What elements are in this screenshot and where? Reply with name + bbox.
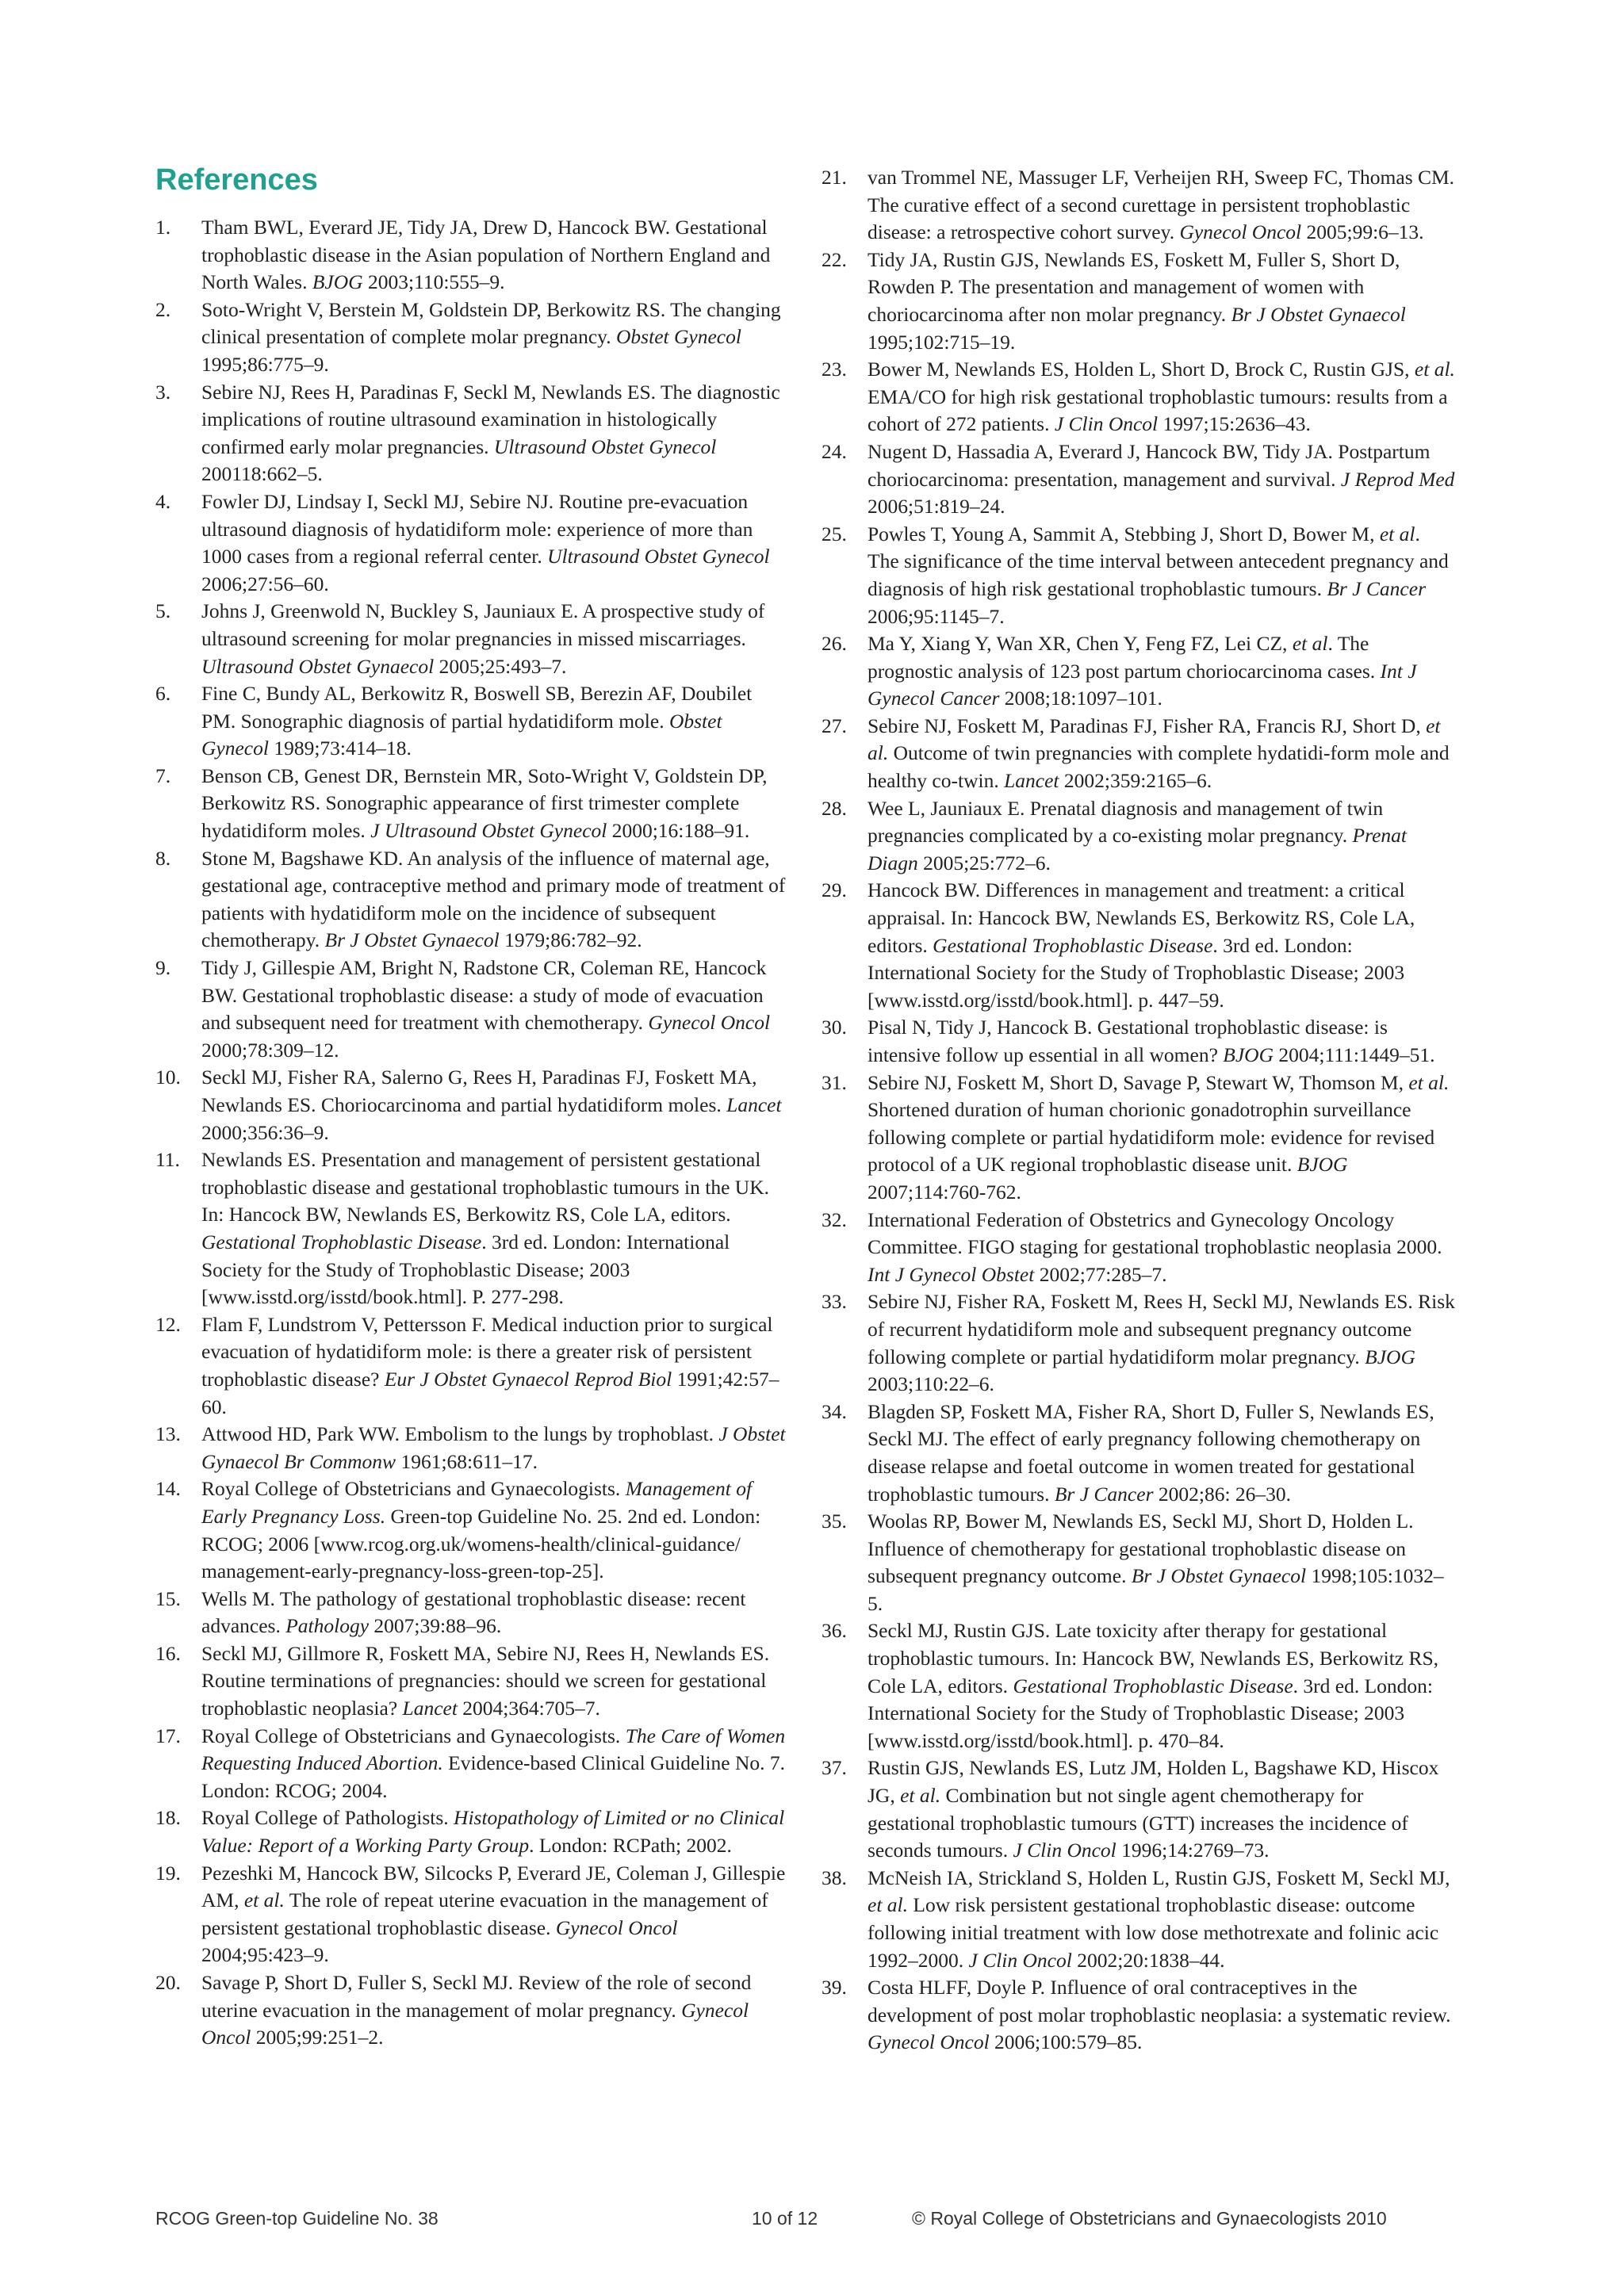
reference-text — [868, 440, 1454, 518]
reference-text — [201, 490, 770, 595]
reference-text-segment: 2003;110:22–6. — [868, 1372, 994, 1396]
reference-text-segment: Royal College of Obstetricians and Gynaecologists. — [201, 1477, 626, 1501]
reference-text-segment: van Trommel NE, Massuger LF, Verheijen RH, Sweep FC, Thomas CM. The curative effect of a second curettage in persistent trophoblastic disease: a retrospective cohort survey. — [868, 166, 1455, 244]
reference-text — [868, 1619, 1438, 1751]
reference-item — [822, 713, 1456, 795]
reference-text-segment: Royal College of Obstetricians and Gynaecologists. — [201, 1724, 626, 1747]
footer-page-number: 10 of 12 — [752, 2208, 818, 2229]
reference-text — [201, 847, 785, 952]
reference-text — [868, 1510, 1444, 1615]
reference-source-italic: et al. — [868, 1893, 908, 1917]
reference-text-segment: Seckl MJ, Rustin GJS. Late toxicity after therapy for gestational trophoblastic tumours. In: Hancock BW, Newlands ES, Berkowitz RS, Cole LA, editors. — [868, 1619, 1439, 1697]
reference-number: 3. — [155, 380, 171, 404]
reference-source-italic: BJOG — [1365, 1345, 1415, 1368]
reference-source-italic: BJOG — [1223, 1043, 1274, 1066]
reference-text-segment: EMA/CO for high risk gestational trophoblastic tumours: results from a cohort of 272 patients. — [868, 385, 1448, 436]
reference-text-segment: 2006;95:1145–7. — [868, 604, 1005, 628]
reference-text-segment: Costa HLFF, Doyle P. Influence of oral contraceptives in the development of post molar trophoblastic neoplasia: a systematic review. — [868, 1976, 1451, 2026]
reference-item — [155, 1475, 790, 1585]
reference-item — [822, 1508, 1456, 1617]
reference-source-italic: J Obstet Gynaecol Br Commonw — [201, 1422, 786, 1473]
reference-number: 25. — [822, 522, 847, 545]
reference-number: 39. — [822, 1976, 847, 1999]
reference-text — [868, 632, 1417, 710]
reference-text — [868, 1016, 1435, 1066]
reference-text-segment: Rustin GJS, Newlands ES, Lutz JM, Holden L, Bagshawe KD, Hiscox JG, — [868, 1756, 1439, 1808]
reference-text-segment: 2005;25:493–7. — [434, 654, 567, 678]
reference-text-segment: Fowler DJ, Lindsay I, Seckl MJ, Sebire NJ. Routine pre-evacuation ultrasound diagnosis of hydatidiform mole: experience of more than 1000 cases from a regional referral center. — [201, 489, 753, 568]
reference-text-segment: Tidy JA, Rustin GJS, Newlands ES, Foskett M, Fuller S, Short D, Rowden P. The presentation and management of women with choriocarcinoma after non molar pregnancy. — [868, 247, 1400, 326]
reference-source-italic: et al. — [1414, 358, 1455, 381]
reference-text-segment: The role of repeat uterine evacuation in the management of persistent gestational trophoblastic disease. — [201, 1888, 768, 1939]
reference-source-italic: Br J Obstet Gynaecol — [1131, 1564, 1307, 1588]
reference-text-segment: Green-top Guideline No. 25. 2nd ed. London: RCOG; 2006 [www.rcog.org.uk/womens-health/clinical-guidance/ management-early-pregnancy-loss-green-top-25]. — [201, 1504, 761, 1583]
reference-text-segment: Pezeshki M, Hancock BW, Silcocks P, Everard JE, Coleman J, Gillespie AM, — [201, 1861, 786, 1912]
reference-text-segment: 1995;86:775–9. — [201, 352, 329, 376]
reference-number: 20. — [155, 1971, 181, 1994]
reference-text-segment: 2006;51:819–24. — [868, 495, 1005, 519]
reference-text-segment: 2002;86: 26–30. — [1153, 1482, 1292, 1506]
reference-text — [868, 166, 1454, 243]
reference-text — [201, 1642, 769, 1720]
reference-number: 35. — [822, 1510, 847, 1533]
reference-text-segment: Sebire NJ, Rees H, Paradinas F, Seckl M, Newlands ES. The diagnostic implications of routine ultrasound examination in histologically confirmed early molar pregnancies. — [201, 380, 780, 458]
reference-number: 21. — [822, 166, 847, 189]
reference-text-segment: 1979;86:782–92. — [499, 928, 642, 952]
reference-item — [155, 1586, 790, 1640]
reference-text-segment: 2007;114:760-762. — [868, 1180, 1021, 1203]
reference-source-italic: Histopathology of Limited or no Clinical Value: Report of a Working Party Group — [201, 1806, 785, 1858]
reference-text-segment: Sebire NJ, Fisher RA, Foskett M, Rees H, Seckl MJ, Newlands ES. Risk of recurrent hydatidiform mole and subsequent pregnancy outcome following complete or partial hydatidiform molar pregnancy. — [868, 1290, 1455, 1368]
reference-text — [868, 248, 1406, 354]
reference-list-left — [155, 214, 790, 2052]
reference-text-segment: Seckl MJ, Fisher RA, Salerno G, Rees H, Paradinas FJ, Foskett MA, Newlands ES. Choriocarcinoma and partial hydatidiform moles. — [201, 1066, 757, 1116]
reference-item — [822, 1207, 1456, 1289]
reference-number: 26. — [822, 632, 847, 656]
reference-number: 4. — [155, 489, 171, 513]
reference-text-segment: 1996;14:2769–73. — [1116, 1839, 1270, 1862]
reference-text-segment: 1997;15:2636–43. — [1158, 412, 1311, 436]
reference-text-segment: Soto-Wright V, Berstein M, Goldstein DP, Berkowitz RS. The changing clinical presentation of complete molar pregnancy. — [201, 297, 781, 349]
reference-source-italic: Eur J Obstet Gynaecol Reprod Biol — [384, 1367, 672, 1391]
reference-item — [822, 1070, 1456, 1207]
reference-source-italic: J Ultrasound Obstet Gynecol — [370, 819, 607, 843]
reference-text-segment: 1998;105:1032–5. — [868, 1564, 1444, 1615]
reference-text — [201, 1477, 760, 1582]
reference-source-italic: Br J Cancer — [1054, 1482, 1154, 1506]
reference-number: 30. — [822, 1016, 847, 1039]
reference-source-italic: J Reprod Med — [1340, 467, 1455, 491]
reference-text — [201, 764, 767, 842]
reference-source-italic: et al. — [900, 1784, 941, 1808]
reference-text-segment: 1989;73:414–18. — [268, 737, 412, 760]
reference-number: 7. — [155, 763, 171, 787]
reference-source-italic: Ultrasound Obstet Gynecol — [493, 434, 717, 458]
reference-number: 27. — [822, 714, 847, 737]
footer-guideline-name: RCOG Green-top Guideline No. 38 — [155, 2208, 439, 2229]
reference-text-segment: Fine C, Bundy AL, Berkowitz R, Boswell SB, Berezin AF, Doubilet PM. Sonographic diagnosis of partial hydatidiform mole. — [201, 682, 753, 733]
reference-source-italic: Gestational Trophoblastic Disease — [201, 1230, 482, 1253]
reference-item — [822, 1288, 1456, 1398]
reference-text — [868, 1756, 1438, 1862]
reference-number: 8. — [155, 846, 171, 870]
reference-number: 13. — [155, 1422, 181, 1446]
reference-text — [201, 1862, 785, 1967]
reference-text-segment: 2007;39:88–96. — [369, 1614, 502, 1638]
reference-text-segment: 2002;77:285–7. — [1034, 1262, 1167, 1286]
reference-source-italic: et al — [1379, 522, 1415, 545]
reference-item — [155, 379, 790, 488]
reference-number: 10. — [155, 1066, 181, 1089]
reference-text — [868, 1400, 1434, 1506]
reference-number: 31. — [822, 1070, 847, 1094]
reference-text — [868, 1071, 1449, 1203]
reference-text-segment: 2000;16:188–91. — [607, 819, 750, 843]
reference-text-segment: Tham BWL, Everard JE, Tidy JA, Drew D, Hancock BW. Gestational trophoblastic disease in the Asian population of Northern England and North Wales. — [201, 216, 771, 294]
reference-text-segment: 2003;110:555–9. — [362, 270, 505, 294]
reference-text — [868, 1976, 1451, 2053]
reference-number: 36. — [822, 1619, 847, 1643]
reference-item — [155, 955, 790, 1064]
reference-source-italic: Int J Gynecol Cancer — [868, 659, 1417, 710]
reference-source-italic: et al. — [1408, 1070, 1450, 1094]
reference-source-italic: Br J Obstet Gynaecol — [1231, 302, 1406, 326]
reference-item — [822, 1755, 1456, 1864]
reference-source-italic: Int J Gynecol Obstet — [868, 1262, 1035, 1286]
reference-text-segment: 2006;27:56–60. — [201, 572, 329, 595]
reference-source-italic: Pathology — [285, 1614, 370, 1638]
reference-number: 37. — [822, 1756, 847, 1780]
reference-source-italic: et al. — [243, 1888, 285, 1912]
reference-text-segment: Johns J, Greenwold N, Buckley S, Jauniaux E. A prospective study of ultrasound screening for molar pregnancies in missed miscarriages. — [201, 599, 765, 650]
reference-text-segment: Sebire NJ, Foskett M, Short D, Savage P, Stewart W, Thomson M, — [868, 1070, 1409, 1094]
reference-source-italic: Gynecol Oncol — [1179, 220, 1302, 244]
reference-list-right — [822, 164, 1456, 2057]
reference-item — [155, 214, 790, 297]
reference-text-segment: . 3rd ed. London: International Society for the Study of Trophoblastic Disease; 2003 [www.isstd.org/isstd/book.html]. p. 447–59. — [868, 933, 1405, 1012]
reference-text-segment: 2005;99:251–2. — [251, 2026, 384, 2049]
reference-number: 24. — [822, 439, 847, 463]
reference-item — [155, 1804, 790, 1859]
reference-source-italic: Lancet — [402, 1697, 458, 1720]
reference-text-segment: Low risk persistent gestational trophoblastic disease: outcome following initial treatment with low dose methotrexate and folinic acic 1992–2000. — [868, 1893, 1439, 1972]
reference-text-segment: Pisal N, Tidy J, Hancock B. Gestational trophoblastic disease: is intensive follow up essential in all women? — [868, 1016, 1388, 1066]
reference-source-italic: Management of Early Pregnancy Loss. — [201, 1477, 753, 1528]
reference-number: 15. — [155, 1586, 181, 1610]
reference-source-italic: et al — [1292, 632, 1328, 656]
reference-source-italic: J Clin Oncol — [1054, 412, 1159, 436]
reference-item — [822, 438, 1456, 521]
reference-item — [155, 1421, 790, 1475]
reference-item — [822, 521, 1456, 630]
reference-text-segment: Seckl MJ, Gillmore R, Foskett MA, Sebire NJ, Rees H, Newlands ES. Routine terminations of pregnancies: should we screen for gestational trophoblastic neoplasia? — [201, 1641, 770, 1720]
reference-text-segment: 2006;100:579–85. — [989, 2030, 1143, 2054]
reference-text-segment: Newlands ES. Presentation and management of persistent gestational trophoblastic disease and gestational trophoblastic tumours in the UK. In: Hancock BW, Newlands ES, Berkowitz RS, Cole LA, editors. — [201, 1148, 769, 1226]
reference-text-segment: Stone M, Bagshawe KD. An analysis of the influence of maternal age, gestational age, contraceptive method and primary mode of treatment of patients with hydatidiform mole on the incidence of subsequent chemotherapy. — [201, 846, 786, 952]
reference-number: 18. — [155, 1806, 181, 1830]
reference-source-italic: J Clin Oncol — [1013, 1839, 1116, 1862]
reference-text-segment: 2002;359:2165–6. — [1059, 769, 1212, 793]
reference-item — [822, 877, 1456, 1014]
reference-text-segment: 200118:662–5. — [201, 462, 323, 486]
reference-item — [155, 1723, 790, 1805]
reference-source-italic: Obstet Gynecol — [201, 709, 722, 760]
reference-item — [155, 1640, 790, 1723]
reference-item — [155, 1064, 790, 1146]
reference-source-italic: The Care of Women Requesting Induced Abortion. — [201, 1724, 786, 1775]
reference-source-italic: Gynecol Oncol — [868, 2030, 990, 2054]
reference-text-segment: 2008;18:1097–101. — [999, 687, 1162, 710]
reference-text — [868, 797, 1407, 874]
reference-item — [822, 1865, 1456, 1974]
reference-text — [201, 1587, 746, 1638]
reference-number: 12. — [155, 1312, 181, 1336]
reference-text-segment: 2004;111:1449–51. — [1274, 1043, 1435, 1066]
reference-number: 11. — [155, 1148, 180, 1172]
reference-text-segment: McNeish IA, Strickland S, Holden L, Rustin GJS, Foskett M, Seckl MJ, — [868, 1866, 1450, 1889]
reference-text — [201, 216, 770, 293]
reference-number: 28. — [822, 796, 847, 820]
reference-text-segment: 2000;78:309–12. — [201, 1038, 339, 1062]
reference-source-italic: Br J Obstet Gynaecol — [324, 928, 500, 952]
reference-text-segment: Hancock BW. Differences in management and treatment: a critical appraisal. In: Hancock BW, Newlands ES, Berkowitz RS, Cole LA, editors. — [868, 878, 1415, 957]
reference-text-segment: . 3rd ed. London: International Society for the Study of Trophoblastic Disease; 2003 [www.isstd.org/isstd/book.html]. p. 470–84. — [868, 1674, 1434, 1752]
reference-text — [201, 298, 781, 376]
reference-text-segment: International Federation of Obstetrics and Gynecology Oncology Committee. FIGO staging for gestational trophoblastic neoplasia 2000. — [868, 1207, 1442, 1259]
reference-number: 38. — [822, 1866, 847, 1889]
reference-number: 1. — [155, 216, 171, 239]
reference-number: 33. — [822, 1290, 847, 1314]
reference-item — [155, 845, 790, 955]
reference-text-segment: Attwood HD, Park WW. Embolism to the lungs by trophoblast. — [201, 1422, 719, 1446]
reference-text-segment: Benson CB, Genest DR, Bernstein MR, Soto-Wright V, Goldstein DP, Berkowitz RS. Sonographic appearance of first trimester complete hydatidiform moles. — [201, 763, 768, 843]
reference-number: 9. — [155, 956, 171, 980]
reference-text-segment: 2004;364:705–7. — [457, 1697, 600, 1720]
section-heading: References — [155, 163, 318, 197]
reference-text-segment: 2005;99:6–13. — [1301, 220, 1424, 244]
reference-text-segment: Powles T, Young A, Sammit A, Stebbing J, Short D, Bower M, — [868, 522, 1380, 545]
reference-number: 22. — [822, 247, 847, 271]
reference-text — [201, 1724, 785, 1802]
reference-text-segment: Ma Y, Xiang Y, Wan XR, Chen Y, Feng FZ, Lei CZ, — [868, 632, 1293, 656]
reference-source-italic: Gynecol Oncol — [648, 1011, 771, 1035]
reference-text — [201, 381, 780, 486]
reference-item — [155, 297, 790, 379]
reference-number: 16. — [155, 1641, 181, 1665]
reference-text-segment: Woolas RP, Bower M, Newlands ES, Seckl MJ, Short D, Holden L. Influence of chemotherapy for gestational trophoblastic disease on subsequent pregnancy outcome. — [868, 1510, 1414, 1588]
reference-text — [868, 1866, 1450, 1972]
reference-text — [201, 1971, 751, 2049]
reference-item — [822, 795, 1456, 878]
reference-item — [155, 1860, 790, 1969]
reference-text — [201, 1148, 769, 1308]
reference-number: 32. — [822, 1207, 847, 1231]
reference-text — [868, 878, 1415, 1011]
reference-text-segment: 2004;95:423–9. — [201, 1943, 329, 1967]
reference-text — [868, 1290, 1455, 1395]
footer-copyright: © Royal College of Obstetricians and Gynaecologists 2010 — [912, 2208, 1387, 2229]
reference-text — [201, 1422, 786, 1473]
reference-item — [822, 1617, 1456, 1755]
reference-source-italic: Prenat Diagn — [868, 824, 1407, 874]
reference-item — [822, 1399, 1456, 1508]
reference-text-segment: Flam F, Lundstrom V, Pettersson F. Medical induction prior to surgical evacuation of hydatidiform mole: is there a greater risk of persistent trophoblastic disease? — [201, 1312, 773, 1391]
reference-number: 5. — [155, 599, 171, 623]
reference-item — [822, 1974, 1456, 2057]
reference-text — [201, 1806, 784, 1857]
reference-text-segment: 1995;102:715–19. — [868, 330, 1016, 354]
reference-source-italic: Gestational Trophoblastic Disease — [1013, 1674, 1293, 1697]
reference-source-italic: Ultrasound Obstet Gynaecol — [201, 654, 435, 678]
reference-text — [868, 714, 1450, 792]
reference-item — [822, 630, 1456, 713]
reference-source-italic: Gynecol Oncol — [201, 1998, 749, 2049]
reference-text-segment: . The prognostic analysis of 123 post partum choriocarcinoma cases. — [868, 632, 1381, 683]
reference-number: 17. — [155, 1724, 181, 1747]
reference-item — [155, 1969, 790, 2052]
reference-source-italic: Lancet — [1004, 769, 1059, 793]
reference-source-italic: Gestational Trophoblastic Disease — [933, 933, 1213, 957]
reference-text — [201, 599, 764, 677]
reference-text-segment: Wee L, Jauniaux E. Prenatal diagnosis and management of twin pregnancies complicated by a co-existing molar pregnancy. — [868, 796, 1384, 848]
reference-text-segment: Savage P, Short D, Fuller S, Seckl MJ. Review of the role of second uterine evacuation in the management of molar pregnancy. — [201, 1971, 752, 2022]
reference-source-italic: J Clin Oncol — [968, 1948, 1072, 1972]
reference-text — [868, 522, 1449, 628]
reference-text-segment: . London: RCPath; 2002. — [529, 1834, 732, 1858]
reference-text-segment: Evidence-based Clinical Guideline No. 7. London: RCOG; 2004. — [201, 1751, 786, 1802]
reference-item — [155, 1146, 790, 1311]
reference-text-segment: Combination but not single agent chemotherapy for gestational trophoblastic tumours (GTT) increases the incidence of seconds tumours. — [868, 1784, 1408, 1862]
reference-item — [155, 598, 790, 680]
reference-text — [201, 956, 770, 1062]
reference-item — [822, 164, 1456, 247]
reference-source-italic: Br J Cancer — [1327, 576, 1426, 600]
reference-text — [201, 682, 752, 760]
reference-text-segment: 2000;356:36–9. — [201, 1120, 329, 1144]
reference-text-segment: Tidy J, Gillespie AM, Bright N, Radstone CR, Coleman RE, Hancock BW. Gestational trophoblastic disease: a study of mode of evacuation and subsequent need for treatment with chemotherapy. — [201, 956, 767, 1035]
reference-source-italic: Gynecol Oncol — [555, 1915, 678, 1939]
reference-source-italic: Ultrasound Obstet Gynecol — [547, 545, 770, 568]
reference-source-italic: et al. — [868, 714, 1441, 765]
reference-text-segment: 1991;42:57–60. — [201, 1367, 779, 1418]
reference-text-segment: Sebire NJ, Foskett M, Paradinas FJ, Fisher RA, Francis RJ, Short D, — [868, 714, 1427, 737]
reference-item — [822, 356, 1456, 438]
reference-text-segment: 1961;68:611–17. — [396, 1449, 538, 1473]
reference-item — [822, 1014, 1456, 1069]
reference-text-segment: Outcome of twin pregnancies with complete hydatidi-form mole and healthy co-twin. — [868, 741, 1450, 793]
reference-source-italic: BJOG — [312, 270, 363, 294]
reference-text-segment: 2002;20:1838–44. — [1071, 1948, 1225, 1972]
reference-item — [155, 488, 790, 598]
reference-text — [868, 1208, 1442, 1286]
reference-text — [201, 1313, 779, 1418]
reference-text-segment: Nugent D, Hassadia A, Everard J, Hancock BW, Tidy JA. Postpartum choriocarcinoma: presentation, management and survival. — [868, 439, 1431, 491]
reference-number: 6. — [155, 682, 171, 706]
reference-text-segment: Blagden SP, Foskett MA, Fisher RA, Short D, Fuller S, Newlands ES, Seckl MJ. The effect of early pregnancy following chemotherapy on disease relapse and foetal outcome in women treated for gestational trophoblastic tumours. — [868, 1399, 1434, 1506]
reference-text-segment: . 3rd ed. London: International Society for the Study of Trophoblastic Disease; 2003 [www.isstd.org/isstd/book.html]. P. 277-298. — [201, 1230, 730, 1309]
reference-item — [155, 680, 790, 763]
reference-text-segment: Royal College of Pathologists. — [201, 1806, 454, 1830]
reference-source-italic: Obstet Gynecol — [616, 325, 741, 349]
reference-number: 34. — [822, 1399, 847, 1423]
reference-text — [868, 358, 1455, 435]
reference-number: 14. — [155, 1477, 181, 1501]
reference-source-italic: BJOG — [1297, 1153, 1348, 1177]
reference-number: 29. — [822, 878, 847, 902]
reference-source-italic: Lancet — [726, 1093, 782, 1116]
reference-number: 23. — [822, 358, 847, 381]
reference-text-segment: Shortened duration of human chorionic gonadotrophin surveillance following complete or partial hydatidiform mole: evidence for revised protocol of a UK regional trophoblastic disease unit. — [868, 1098, 1435, 1177]
reference-item — [155, 1311, 790, 1421]
reference-text-segment: . The significance of the time interval between antecedent pregnancy and diagnosis of high risk gestational trophoblastic tumours. — [868, 522, 1449, 600]
reference-item — [155, 763, 790, 845]
reference-text-segment: 2005;25:772–6. — [917, 851, 1051, 874]
reference-item — [822, 247, 1456, 356]
reference-text-segment: Bower M, Newlands ES, Holden L, Short D, Brock C, Rustin GJS, — [868, 358, 1415, 381]
reference-text — [201, 1066, 782, 1143]
reference-number: 19. — [155, 1861, 181, 1885]
reference-number: 2. — [155, 297, 171, 321]
reference-text-segment: Wells M. The pathology of gestational trophoblastic disease: recent advances. — [201, 1586, 746, 1638]
